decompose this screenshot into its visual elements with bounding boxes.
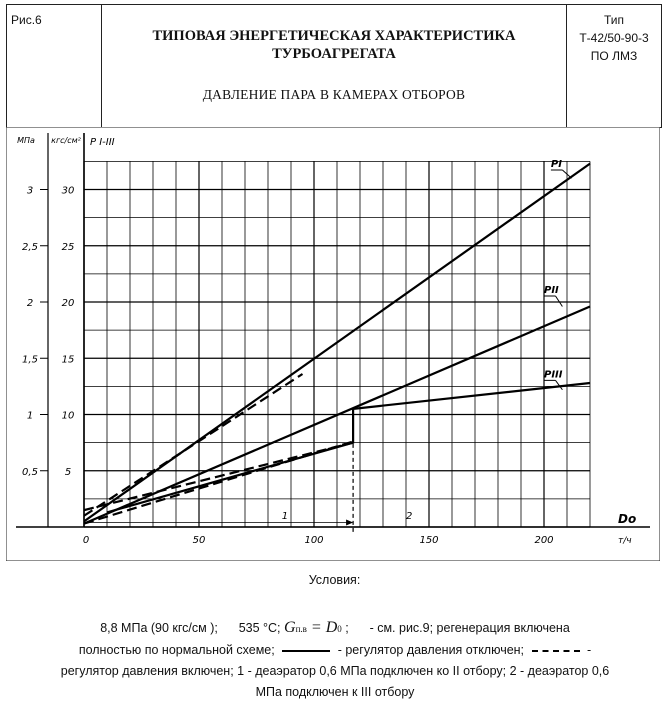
figure-cell xyxy=(7,5,102,127)
cond-pressure: 8,8 МПа (90 кгс/см ); xyxy=(100,621,218,635)
x-axis-unit: т/ч xyxy=(618,536,632,546)
cond-line2-c: - xyxy=(587,643,592,657)
conditions-text xyxy=(12,617,658,703)
pressure-chart xyxy=(6,127,660,561)
type-model: Т-42/50-90-3 xyxy=(579,31,649,45)
x-axis-label: Do xyxy=(618,512,637,526)
type-label: Тип xyxy=(603,13,624,27)
y-tick-kgf: 10 xyxy=(61,410,75,422)
subtitle: ДАВЛЕНИЕ ПАРА В КАМЕРАХ ОТБОРОВ xyxy=(202,87,466,102)
curve-label-pi: PI xyxy=(550,159,562,170)
y-tick-kgf: 30 xyxy=(61,185,75,197)
plot-label: P I-III xyxy=(90,137,115,148)
cond-ref: - см. рис.9; регенерация включена xyxy=(369,621,570,635)
y-tick-mpa: 1,5 xyxy=(22,354,38,366)
y-tick-kgf: 15 xyxy=(61,354,75,366)
y-tick-kgf: 20 xyxy=(61,298,75,309)
zone-label-2: 2 xyxy=(406,511,413,523)
y-axis-unit-mpa: MПа xyxy=(17,136,35,145)
title-line-2: ТУРБОАГРЕГАТА xyxy=(272,46,396,62)
figure-label: Рис.6 xyxy=(11,13,42,27)
title-cell xyxy=(102,5,567,127)
conditions-line-3: регулятор давления включен; 1 - деаэратор 0,6 МПа подключен ко II отбору; 2 - деаэратор 0,6 xyxy=(60,664,610,678)
x-tick-label: 50 xyxy=(192,535,206,546)
conditions-line-4: МПа подключен к III отбору xyxy=(255,685,415,699)
y-tick-mpa: 3 xyxy=(26,185,34,197)
y-tick-kgf: 25 xyxy=(61,241,75,253)
conditions-line-1 xyxy=(12,617,658,640)
x-tick-label: 0 xyxy=(82,535,90,546)
type-maker: ПО ЛМЗ xyxy=(590,49,638,63)
y-tick-mpa: 2 xyxy=(26,298,34,309)
legend-solid-line xyxy=(282,650,330,652)
cond-formula: Gп.в = D0 xyxy=(284,619,342,636)
curve-label-pii: PII xyxy=(544,285,559,296)
title-line-1: ТИПОВАЯ ЭНЕРГЕТИЧЕСКАЯ ХАРАКТЕРИСТИКА xyxy=(152,28,516,44)
cond-formula-end: ; xyxy=(345,621,349,635)
y-tick-mpa: 2,5 xyxy=(22,241,38,253)
cond-temp: 535 °C; xyxy=(238,621,281,635)
x-tick-label: 100 xyxy=(304,535,324,546)
zone-label-1: 1 xyxy=(281,511,289,523)
y-axis-unit-kgf: кгс/см² xyxy=(51,136,81,145)
x-tick-label: 150 xyxy=(419,535,439,546)
cond-line2-a: полностью по нормальной схеме; xyxy=(78,643,275,657)
conditions-title: Условия: xyxy=(308,573,361,587)
title xyxy=(102,27,566,63)
y-tick-mpa: 1 xyxy=(26,410,34,422)
y-tick-mpa: 0,5 xyxy=(22,466,38,478)
type-cell xyxy=(567,5,661,127)
cond-line2-b: - регулятор давления отключен; xyxy=(337,643,525,657)
x-tick-label: 200 xyxy=(534,535,554,546)
conditions-line-2 xyxy=(12,640,658,661)
legend-dashed-line xyxy=(532,650,580,652)
header-frame xyxy=(6,4,662,128)
curve-label-piii: PIII xyxy=(544,369,563,381)
y-tick-kgf: 5 xyxy=(64,466,72,478)
